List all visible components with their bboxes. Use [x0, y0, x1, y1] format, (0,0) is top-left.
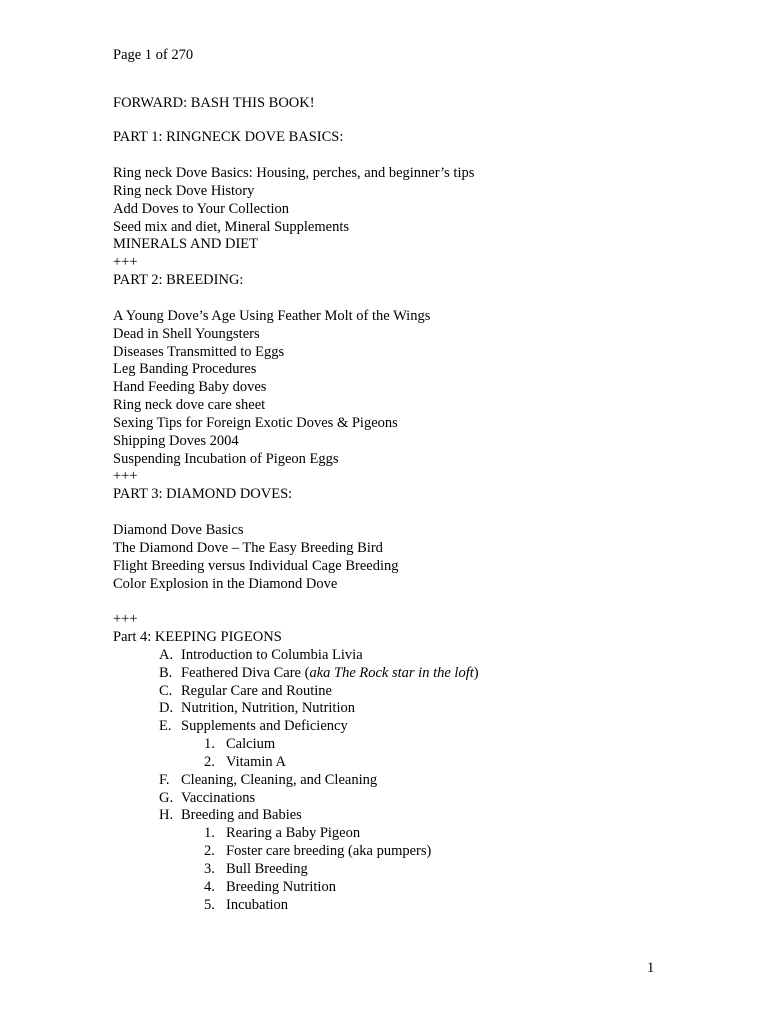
list-marker: 3. [204, 861, 215, 877]
list-text: Supplements and Deficiency [181, 718, 348, 734]
list-text: Feathered Diva Care ( [181, 665, 310, 681]
part1-item: Add Doves to Your Collection [113, 201, 290, 217]
part4-item [159, 718, 348, 736]
part2-item: Diseases Transmitted to Eggs [113, 344, 285, 360]
part3-item: Diamond Dove Basics [113, 522, 244, 538]
list-text: Incubation [226, 897, 289, 913]
separator: +++ [113, 468, 138, 484]
list-marker: C. [159, 683, 173, 699]
list-text: Cleaning, Cleaning, and Cleaning [181, 772, 378, 788]
list-marker: F. [159, 772, 170, 788]
part2-item: Ring neck dove care sheet [113, 397, 266, 413]
part2-item: A Young Dove’s Age Using Feather Molt of the Wings [113, 308, 431, 324]
part4-subitem [204, 879, 336, 897]
part4-heading: Part 4: KEEPING PIGEONS [113, 629, 282, 645]
part4-subitem [204, 754, 286, 772]
part3-item: Flight Breeding versus Individual Cage Breeding [113, 558, 399, 574]
list-marker: D. [159, 700, 174, 716]
part1-item: Seed mix and diet, Mineral Supplements [113, 219, 349, 235]
list-marker: A. [159, 647, 174, 663]
list-text-after: ) [473, 665, 479, 681]
part4-subitem [204, 736, 275, 754]
forward-heading: FORWARD: BASH THIS BOOK! [113, 95, 315, 111]
list-text: Rearing a Baby Pigeon [226, 825, 361, 841]
part3-heading: PART 3: DIAMOND DOVES: [113, 486, 293, 502]
list-marker: 5. [204, 897, 215, 913]
part4-item [159, 647, 363, 665]
part4-item [159, 683, 332, 701]
part2-item: Leg Banding Procedures [113, 361, 257, 377]
separator: +++ [113, 611, 138, 627]
list-marker: H. [159, 807, 174, 823]
part4-item [159, 790, 255, 808]
list-marker: 1. [204, 736, 215, 752]
part4-subitem [204, 825, 360, 843]
list-marker: 1. [204, 825, 215, 841]
list-text: Breeding Nutrition [226, 879, 336, 895]
part2-item: Hand Feeding Baby doves [113, 379, 267, 395]
separator: +++ [113, 254, 138, 270]
part1-item: Ring neck Dove History [113, 183, 255, 199]
page-header: Page 1 of 270 [113, 47, 194, 63]
list-text: Bull Breeding [226, 861, 308, 877]
list-text: Nutrition, Nutrition, Nutrition [181, 700, 355, 716]
list-text: Introduction to Columbia Livia [181, 647, 363, 663]
page-number: 1 [647, 960, 655, 976]
list-text: Breeding and Babies [181, 807, 302, 823]
part3-item: Color Explosion in the Diamond Dove [113, 576, 338, 592]
list-text: Vitamin A [226, 754, 286, 770]
list-marker: E. [159, 718, 172, 734]
part4-item [159, 665, 479, 683]
part2-item: Sexing Tips for Foreign Exotic Doves & Pigeons [113, 415, 398, 431]
list-marker: 4. [204, 879, 215, 895]
list-text-italic: aka The Rock star in the loft [309, 665, 474, 681]
list-marker: 2. [204, 843, 215, 859]
list-text: Regular Care and Routine [181, 683, 332, 699]
list-marker: B. [159, 665, 173, 681]
part4-subitem [204, 897, 288, 915]
part4-subitem [204, 843, 431, 861]
part4-item [159, 807, 302, 825]
part4-item [159, 700, 355, 718]
part2-item: Shipping Doves 2004 [113, 433, 239, 449]
part2-item: Dead in Shell Youngsters [113, 326, 260, 342]
list-text: Calcium [226, 736, 276, 752]
part1-item: MINERALS AND DIET [113, 236, 258, 252]
list-text: Vaccinations [181, 790, 256, 806]
part2-heading: PART 2: BREEDING: [113, 272, 244, 288]
list-text: Foster care breeding (aka pumpers) [226, 843, 432, 859]
part1-heading: PART 1: RINGNECK DOVE BASICS: [113, 129, 344, 145]
part4-subitem [204, 861, 308, 879]
list-marker: 2. [204, 754, 215, 770]
part4-item [159, 772, 377, 790]
list-marker: G. [159, 790, 174, 806]
part3-item: The Diamond Dove – The Easy Breeding Bird [113, 540, 383, 556]
part1-item: Ring neck Dove Basics: Housing, perches, and beginner’s tips [113, 165, 475, 181]
part2-item: Suspending Incubation of Pigeon Eggs [113, 451, 339, 467]
